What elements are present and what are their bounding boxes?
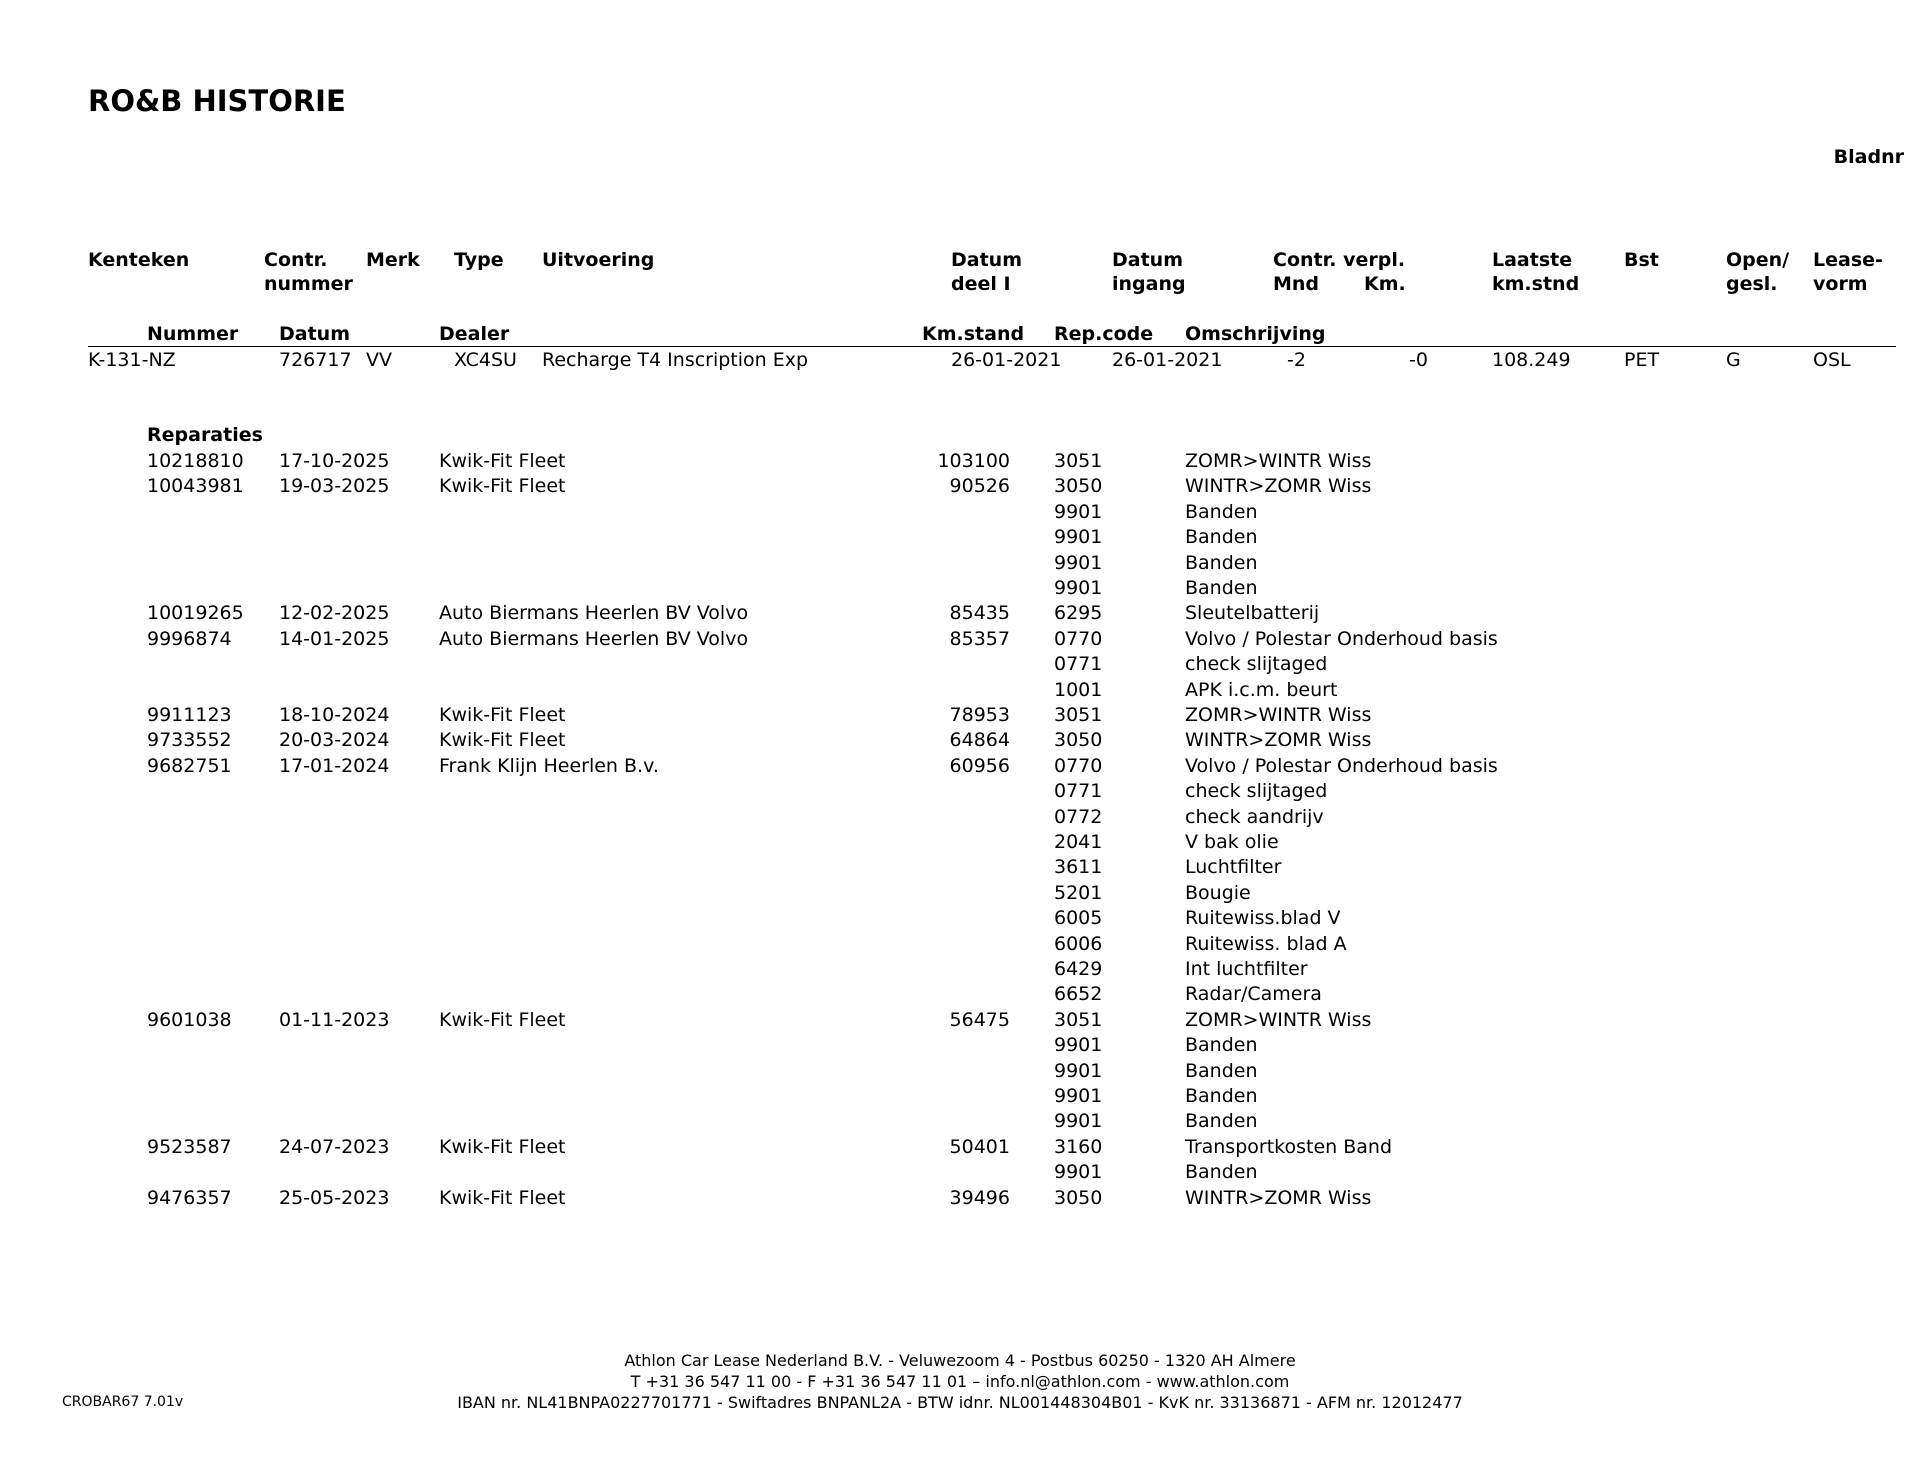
repair-item-row [0, 653, 1920, 678]
repair-omschrijving: Banden [1185, 551, 1258, 574]
repair-dealer: Auto Biermans Heerlen BV Volvo [439, 627, 749, 650]
footer-code: CROBAR67 7.01v [62, 1394, 184, 1410]
repair-code: 3051 [1054, 1008, 1103, 1031]
repair-item-row [0, 907, 1920, 932]
repair-omschrijving: Volvo / Polestar Onderhoud basis [1185, 754, 1498, 777]
repair-omschrijving: Volvo / Polestar Onderhoud basis [1185, 627, 1498, 650]
repair-row [0, 602, 1920, 627]
repair-nummer: 9523587 [147, 1135, 232, 1158]
repair-item-row [0, 983, 1920, 1008]
repair-code: 0772 [1054, 805, 1103, 828]
repair-code: 9901 [1054, 1059, 1103, 1082]
repair-omschrijving: ZOMR>WINTR Wiss [1185, 704, 1372, 726]
repair-code: 9901 [1054, 551, 1103, 574]
repair-code: 3050 [1054, 475, 1103, 498]
footer-address: Athlon Car Lease Nederland B.V. - Veluwezoom 4 - Postbus 60250 - 1320 AH Almere [624, 1351, 1296, 1370]
repair-omschrijving: Banden [1185, 1110, 1258, 1133]
repair-item-row [0, 1060, 1920, 1085]
repair-code: 9901 [1054, 1034, 1103, 1057]
repair-datum: 17-10-2025 [279, 450, 390, 472]
repair-code: 1001 [1054, 678, 1103, 701]
repair-item-row [0, 958, 1920, 983]
subheader-datum: Datum [279, 323, 350, 345]
repair-dealer: Kwik-Fit Fleet [439, 1186, 566, 1209]
repair-omschrijving: WINTR>ZOMR Wiss [1185, 475, 1372, 498]
repair-code: 9901 [1054, 1110, 1103, 1133]
repair-datum: 17-01-2024 [279, 754, 390, 777]
repair-code: 6295 [1054, 602, 1103, 625]
repair-omschrijving: Ruitewiss.blad V [1185, 907, 1341, 930]
repair-omschrijving: Banden [1185, 1034, 1258, 1057]
repair-datum: 24-07-2023 [279, 1135, 390, 1158]
repair-nummer: 9476357 [147, 1186, 232, 1209]
repair-nummer: 10019265 [147, 602, 244, 625]
repair-code: 0770 [1054, 754, 1103, 777]
repair-dealer: Kwik-Fit Fleet [439, 1008, 566, 1031]
repair-code: 0771 [1054, 653, 1103, 676]
repair-kmstand: 56475 [949, 1008, 1010, 1031]
header-contr-nummer: Contr. nummer [264, 249, 353, 295]
repair-row [0, 628, 1920, 653]
repair-item-row [0, 780, 1920, 805]
repair-kmstand: 103100 [937, 450, 1010, 472]
repair-dealer: Auto Biermans Heerlen BV Volvo [439, 602, 749, 625]
subheader-repcode: Rep.code [1054, 323, 1154, 345]
repair-omschrijving: Radar/Camera [1185, 983, 1322, 1006]
repair-omschrijving: Banden [1185, 526, 1258, 549]
repair-omschrijving: ZOMR>WINTR Wiss [1185, 1008, 1372, 1031]
subheader-kmstand: Km.stand [922, 323, 1025, 345]
repair-item-row [0, 1034, 1920, 1059]
repair-dealer: Kwik-Fit Fleet [439, 450, 566, 472]
repair-nummer: 10043981 [147, 475, 244, 498]
repair-code: 5201 [1054, 881, 1103, 904]
vehicle-km: -0 [1409, 349, 1428, 371]
header-lease-vorm: Lease- vorm [1813, 249, 1883, 295]
section-reparaties: Reparaties [147, 424, 263, 446]
repair-nummer: 9601038 [147, 1008, 232, 1031]
vehicle-mnd: -2 [1287, 349, 1306, 371]
repair-omschrijving: check slijtaged [1185, 780, 1328, 803]
repair-code: 9901 [1054, 1161, 1103, 1184]
header-uitvoering: Uitvoering [542, 249, 655, 271]
header-type: Type [454, 249, 504, 271]
repair-datum: 14-01-2025 [279, 627, 390, 650]
footer-contact: T +31 36 547 11 00 - F +31 36 547 11 01 – info.nl@athlon.com - www.athlon.com [630, 1372, 1290, 1391]
repair-item-row [0, 1161, 1920, 1186]
repair-code: 9901 [1054, 1085, 1103, 1107]
repair-omschrijving: Ruitewiss. blad A [1185, 932, 1347, 955]
repair-code: 9901 [1054, 526, 1103, 549]
vehicle-open-gesl: G [1726, 349, 1741, 371]
repair-dealer: Kwik-Fit Fleet [439, 1135, 566, 1158]
repair-code: 3051 [1054, 450, 1103, 472]
repair-item-row [0, 1085, 1920, 1110]
repair-code: 6652 [1054, 983, 1103, 1006]
repair-code: 6006 [1054, 932, 1103, 955]
repair-omschrijving: Banden [1185, 1085, 1258, 1107]
repair-omschrijving: Banden [1185, 500, 1258, 523]
repair-dealer: Kwik-Fit Fleet [439, 704, 566, 726]
vehicle-bst: PET [1624, 349, 1660, 371]
vehicle-lease-vorm: OSL [1813, 349, 1851, 371]
header-contr-verpl: Contr. verpl. [1273, 249, 1406, 271]
header-datum-deel: Datum deel I [951, 249, 1022, 295]
header-kenteken: Kenteken [88, 249, 190, 271]
header-open-gesl: Open/ gesl. [1726, 249, 1790, 295]
repair-code: 3050 [1054, 1186, 1103, 1209]
vehicle-datum-ingang: 26-01-2021 [1112, 349, 1223, 371]
repair-kmstand: 90526 [949, 475, 1010, 498]
header-laatste-km: Laatste km.stnd [1492, 249, 1580, 295]
repair-omschrijving: Banden [1185, 1161, 1258, 1184]
repair-item-row [0, 679, 1920, 704]
repair-omschrijving: check aandrijv [1185, 805, 1324, 828]
repair-dealer: Kwik-Fit Fleet [439, 729, 566, 752]
repair-datum: 20-03-2024 [279, 729, 390, 752]
repair-kmstand: 50401 [949, 1135, 1010, 1158]
repair-code: 0771 [1054, 780, 1103, 803]
header-bst: Bst [1624, 249, 1659, 271]
repair-kmstand: 60956 [949, 754, 1010, 777]
vehicle-contr-nummer: 726717 [279, 349, 352, 371]
repair-nummer: 9996874 [147, 627, 232, 650]
repair-omschrijving: APK i.c.m. beurt [1185, 678, 1338, 701]
repair-item-row [0, 501, 1920, 526]
repair-row [0, 729, 1920, 754]
repair-row [0, 450, 1920, 475]
repair-kmstand: 85435 [949, 602, 1010, 625]
repair-item-row [0, 933, 1920, 958]
repair-code: 3050 [1054, 729, 1103, 752]
footer-bank: IBAN nr. NL41BNPA0227701771 - Swiftadres BNPANL2A - BTW idnr. NL001448304B01 - KvK nr. 33136871 - AFM nr. 12012477 [457, 1393, 1463, 1412]
repair-omschrijving: WINTR>ZOMR Wiss [1185, 1186, 1372, 1209]
repair-datum: 19-03-2025 [279, 475, 390, 498]
repair-row [0, 475, 1920, 500]
repair-item-row [0, 577, 1920, 602]
vehicle-laatste-km: 108.249 [1492, 349, 1571, 371]
repair-item-row [0, 806, 1920, 831]
repair-omschrijving: Sleutelbatterij [1185, 602, 1320, 625]
repair-omschrijving: WINTR>ZOMR Wiss [1185, 729, 1372, 752]
repair-nummer: 10218810 [147, 450, 244, 472]
repair-kmstand: 64864 [949, 729, 1010, 752]
repair-row [0, 1187, 1920, 1212]
repair-item-row [0, 882, 1920, 907]
repair-omschrijving: check slijtaged [1185, 653, 1328, 676]
header-mnd: Mnd [1273, 273, 1320, 295]
vehicle-datum-deel: 26-01-2021 [951, 349, 1062, 371]
repair-row [0, 1009, 1920, 1034]
vehicle-type: XC4SU [454, 349, 517, 371]
repair-code: 3160 [1054, 1135, 1103, 1158]
repair-code: 0770 [1054, 627, 1103, 650]
header-merk: Merk [366, 249, 420, 271]
repair-omschrijving: ZOMR>WINTR Wiss [1185, 450, 1372, 472]
repair-code: 3051 [1054, 704, 1103, 726]
repair-omschrijving: Transportkosten Band [1185, 1135, 1393, 1158]
repair-omschrijving: Bougie [1185, 881, 1251, 904]
repair-datum: 18-10-2024 [279, 704, 390, 726]
subheader-dealer: Dealer [439, 323, 510, 345]
repair-row [0, 1136, 1920, 1161]
repair-item-row [0, 856, 1920, 881]
repair-datum: 12-02-2025 [279, 602, 390, 625]
repair-code: 9901 [1054, 577, 1103, 599]
bladnr-label: Bladnr [1833, 146, 1904, 168]
repair-item-row [0, 1110, 1920, 1135]
subheader-omschrijving: Omschrijving [1185, 323, 1326, 345]
vehicle-uitvoering: Recharge T4 Inscription Exp [542, 349, 809, 371]
vehicle-kenteken: K-131-NZ [88, 349, 176, 371]
repair-code: 2041 [1054, 831, 1103, 853]
header-divider [88, 346, 1896, 347]
repair-code: 6429 [1054, 958, 1103, 980]
repair-nummer: 9733552 [147, 729, 232, 752]
page-title: RO&B HISTORIE [88, 84, 346, 118]
repair-code: 9901 [1054, 500, 1103, 523]
repair-row [0, 704, 1920, 729]
repair-omschrijving: Banden [1185, 577, 1258, 599]
repair-row [0, 755, 1920, 780]
repair-dealer: Frank Klijn Heerlen B.v. [439, 754, 659, 777]
repair-kmstand: 39496 [949, 1186, 1010, 1209]
header-datum-ingang: Datum ingang [1112, 249, 1186, 295]
repair-datum: 01-11-2023 [279, 1008, 390, 1031]
vehicle-merk: VV [366, 349, 392, 371]
repair-item-row [0, 831, 1920, 856]
repair-dealer: Kwik-Fit Fleet [439, 475, 566, 498]
repair-kmstand: 78953 [949, 704, 1010, 726]
header-km: Km. [1364, 273, 1406, 295]
repair-omschrijving: V bak olie [1185, 831, 1279, 853]
repair-code: 6005 [1054, 907, 1103, 930]
repair-item-row [0, 526, 1920, 551]
repair-datum: 25-05-2023 [279, 1186, 390, 1209]
repair-omschrijving: Luchtfilter [1185, 856, 1282, 879]
subheader-nummer: Nummer [147, 323, 239, 345]
repair-kmstand: 85357 [949, 627, 1010, 650]
repair-omschrijving: Int luchtfilter [1185, 958, 1308, 980]
repair-nummer: 9682751 [147, 754, 232, 777]
repair-omschrijving: Banden [1185, 1059, 1258, 1082]
repair-nummer: 9911123 [147, 704, 232, 726]
repair-item-row [0, 552, 1920, 577]
repair-code: 3611 [1054, 856, 1103, 879]
